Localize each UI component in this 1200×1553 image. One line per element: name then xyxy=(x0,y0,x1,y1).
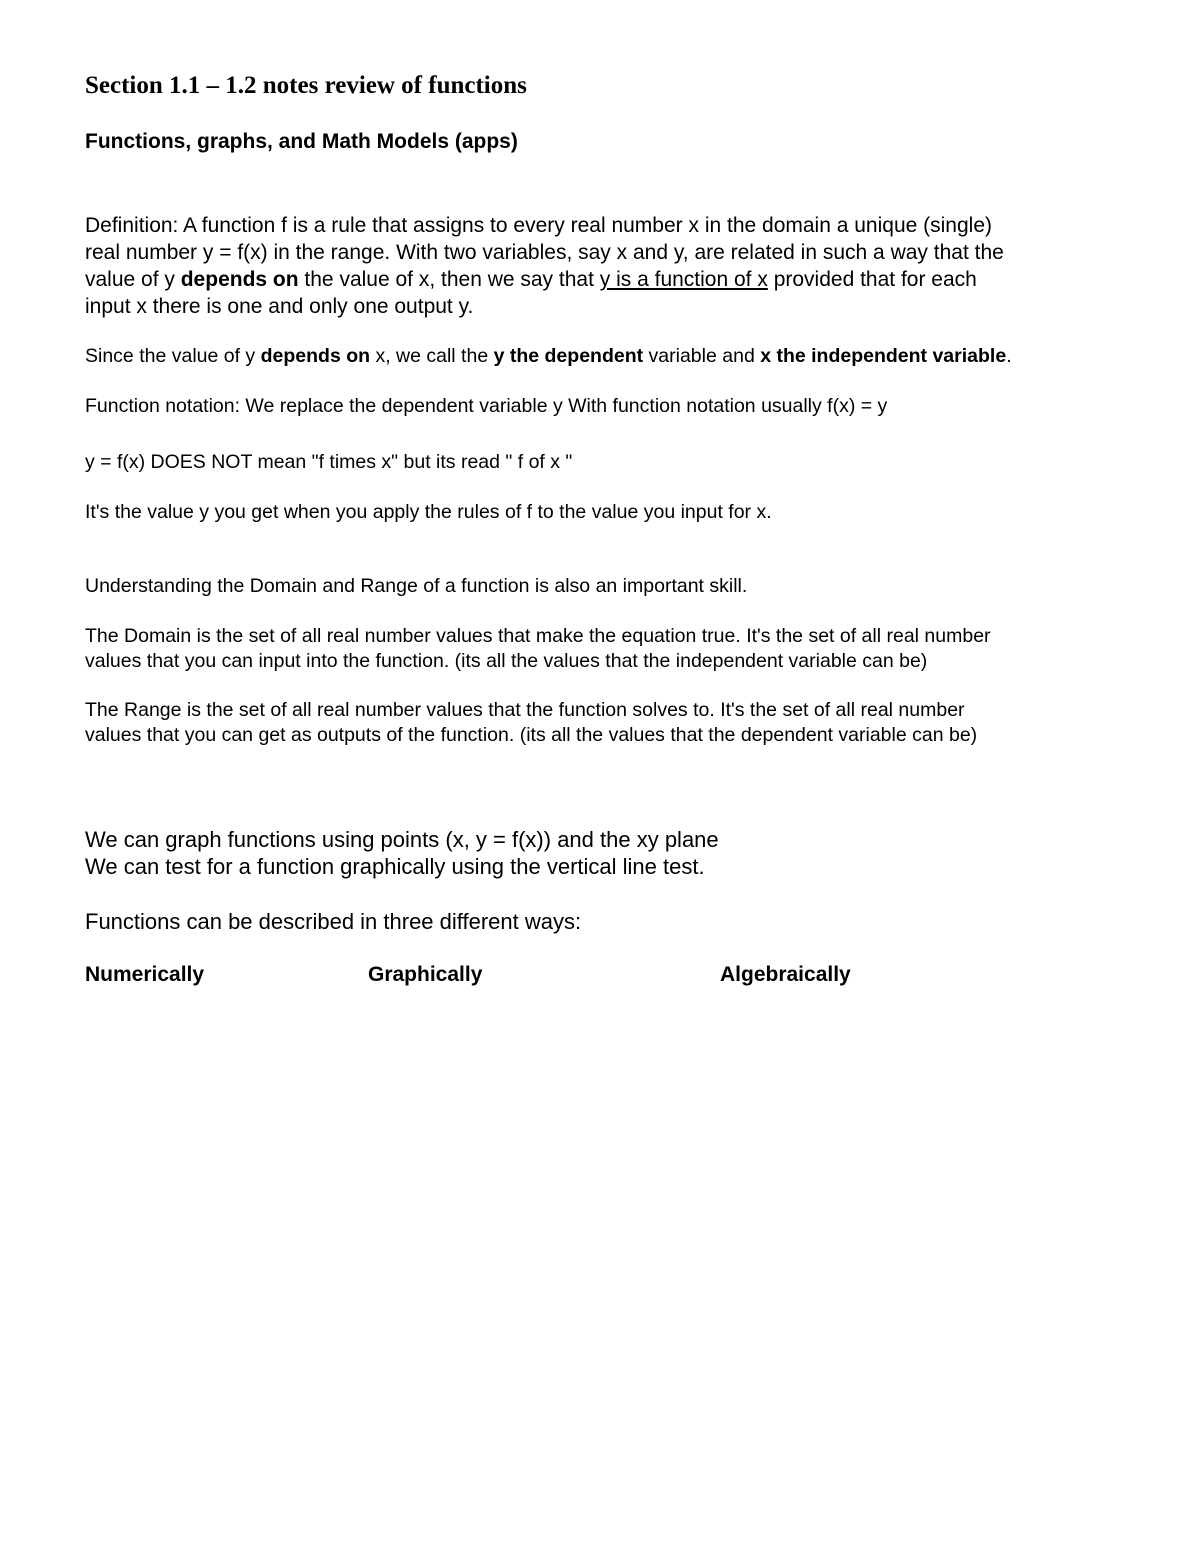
definition-text: provided that for each xyxy=(767,268,977,291)
definition-line-3 xyxy=(85,266,1004,293)
definition-line-4: input x there is one and only one output y. xyxy=(85,295,474,318)
graph-line-1: We can graph functions using points (x, y = f(x)) and the xy plane xyxy=(85,827,719,852)
definition-paragraph xyxy=(85,212,1004,320)
graph-paragraph xyxy=(85,826,719,880)
page-title: Section 1.1 – 1.2 notes review of functions xyxy=(85,72,527,99)
described-paragraph: Functions can be described in three different ways: xyxy=(85,909,582,934)
way-numerically: Numerically xyxy=(85,963,205,986)
way-algebraically: Algebraically xyxy=(720,963,851,986)
definition-line-1: Definition: A function f is a rule that assigns to every real number x in the domain a unique (single) xyxy=(85,214,992,237)
understanding-paragraph: Understanding the Domain and Range of a function is also an important skill. xyxy=(85,575,748,597)
dependent-text: variable and xyxy=(643,345,761,367)
depends-on-bold: depends on xyxy=(260,345,371,367)
domain-paragraph xyxy=(85,624,991,674)
way-graphically: Graphically xyxy=(368,963,483,986)
definition-text: the value of x, then we say that xyxy=(298,268,600,291)
graph-line-2: We can test for a function graphically using the vertical line test. xyxy=(85,854,705,879)
range-paragraph xyxy=(85,698,977,748)
range-line-1: The Range is the set of all real number values that the function solves to. It's the set of all real number xyxy=(85,699,965,721)
dependent-text: Since the value of y xyxy=(85,345,261,367)
value-y-paragraph: It's the value y you get when you apply the rules of f to the value you input for x. xyxy=(85,501,772,523)
domain-line-1: The Domain is the set of all real number values that make the equation true. It's the set of all real number xyxy=(85,625,991,647)
page-subtitle: Functions, graphs, and Math Models (apps) xyxy=(85,130,518,153)
dependent-text: . xyxy=(1006,345,1012,367)
definition-line-2: real number y = f(x) in the range. With two variables, say x and y, are related in such a way that the xyxy=(85,241,1004,264)
not-times-paragraph: y = f(x) DOES NOT mean "f times x" but its read " f of x " xyxy=(85,451,573,473)
independent-variable-bold: x the independent variable xyxy=(760,345,1007,367)
dependent-variable-bold: y the dependent xyxy=(493,345,644,367)
function-notation-paragraph: Function notation: We replace the dependent variable y With function notation usually f(x) = y xyxy=(85,395,888,417)
y-function-of-x-underlined: y is a function of x xyxy=(599,268,768,291)
depends-on-bold: depends on xyxy=(180,268,299,291)
dependent-variable-paragraph xyxy=(85,344,1012,369)
dependent-text: x, we call the xyxy=(370,345,494,367)
definition-text: value of y xyxy=(85,268,181,291)
range-line-2: values that you can get as outputs of the function. (its all the values that the dependent variable can be) xyxy=(85,724,978,746)
domain-line-2: values that you can input into the function. (its all the values that the independent variable can be) xyxy=(85,650,928,672)
